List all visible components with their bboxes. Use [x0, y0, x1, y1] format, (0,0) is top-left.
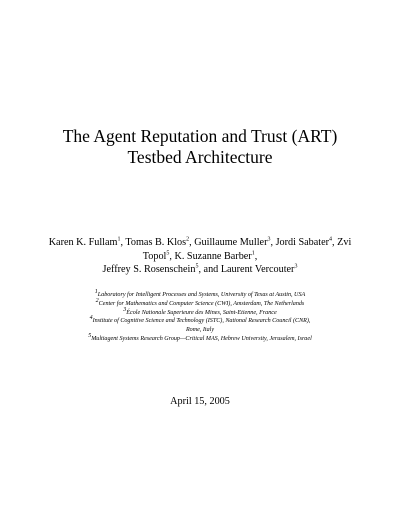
- title-line-2: Testbed Architecture: [127, 147, 273, 167]
- author-name: Zvi Topol: [142, 237, 352, 262]
- author-affil-mark: 1: [251, 250, 255, 257]
- author-name: Tomas B. Klos: [125, 237, 187, 248]
- author-affil-mark: 2: [186, 236, 190, 243]
- publication-date: April 15, 2005: [170, 396, 230, 407]
- author-name: K. Suzanne Barber: [174, 250, 252, 262]
- author-affil-mark: 5: [166, 250, 170, 257]
- affiliation-text: Multiagent Systems Research Group—Critical MAS, Hebrew University, Jerusalem, Israel: [91, 335, 312, 342]
- author-affil-mark: 3: [267, 236, 271, 243]
- affiliation: [50, 317, 350, 335]
- affiliation-mark: 4: [89, 315, 93, 322]
- paper-title: [0, 126, 400, 168]
- author: [194, 237, 275, 248]
- affiliation: [50, 332, 350, 344]
- author-separator: ,: [189, 237, 195, 248]
- author-separator: , and: [198, 264, 221, 275]
- affiliation: [50, 297, 350, 309]
- affiliation-text: Laboratory for Intelligent Processes and Systems, University of Texas at Austin, USA: [97, 292, 306, 298]
- author-name: Karen K. Fullam: [48, 237, 118, 248]
- author: [221, 264, 298, 275]
- affiliation-mark: 3: [123, 306, 127, 313]
- author: [49, 237, 126, 248]
- author-name: Jeffrey S. Rosenschein: [102, 264, 196, 275]
- author-name: Laurent Vercouter: [220, 264, 295, 275]
- affiliation-list: [50, 288, 350, 344]
- affiliation-mark: 5: [88, 332, 92, 339]
- affiliation-text-cont: Rome, Italy: [185, 327, 215, 334]
- author: [276, 237, 338, 248]
- affiliation-text: École Nationale Superieure des Mines, Saint-Etienne, France: [126, 309, 277, 316]
- title-line-1: The Agent Reputation and Trust (ART): [62, 126, 338, 146]
- author-affil-mark: 5: [195, 263, 199, 270]
- author-separator: ,: [254, 250, 258, 262]
- author-separator: ,: [120, 237, 126, 248]
- affiliation-mark: 2: [95, 297, 99, 304]
- affiliation: [50, 306, 350, 318]
- author-name: Guillaume Muller: [194, 237, 268, 248]
- affiliation-text: Center for Mathematics and Computer Science (CWI), Amsterdam, The Netherlands: [98, 300, 305, 307]
- author-separator: ,: [332, 237, 338, 248]
- author: [174, 251, 257, 262]
- affiliation-text: Institute of Cognitive Science and Technology (ISTC), National Research Council (CNR),: [92, 318, 311, 325]
- author-affil-mark: 1: [117, 236, 121, 243]
- affiliation-mark: 1: [94, 288, 98, 295]
- author-name: Jordi Sabater: [275, 237, 330, 248]
- author-list: [40, 236, 360, 277]
- author-affil-mark: 3: [294, 263, 298, 270]
- author: [125, 237, 194, 248]
- author-separator: ,: [169, 250, 175, 262]
- author-separator: ,: [270, 237, 276, 248]
- author-affil-mark: 4: [329, 236, 333, 243]
- author: [103, 264, 221, 275]
